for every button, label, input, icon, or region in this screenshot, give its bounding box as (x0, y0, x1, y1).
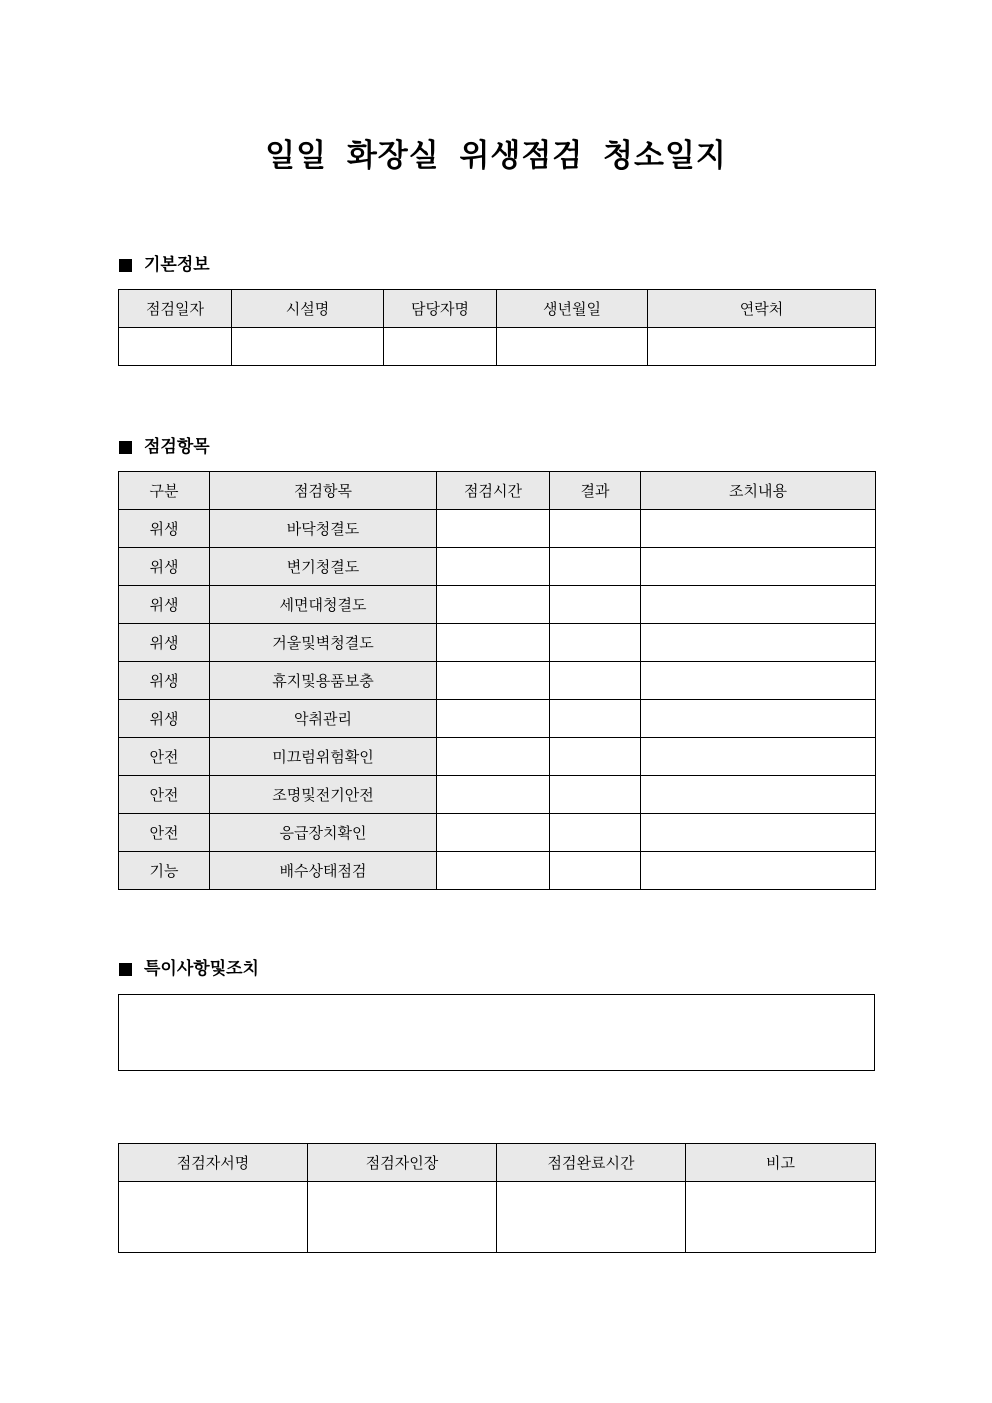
table-row (119, 814, 876, 852)
section-heading-notes (119, 957, 259, 981)
table-row (119, 700, 876, 738)
column-header-inspector-seal: 점검자인장 (308, 1144, 497, 1182)
category-cell: 위생 (119, 548, 210, 586)
result-field[interactable] (550, 700, 641, 738)
item-cell: 거울및벽청결도 (210, 624, 437, 662)
basic-info-table (118, 289, 876, 366)
action-field[interactable] (641, 548, 876, 586)
time-field[interactable] (437, 548, 550, 586)
time-field[interactable] (437, 700, 550, 738)
column-header-birthdate: 생년월일 (497, 290, 648, 328)
table-row (119, 776, 876, 814)
table-row (119, 624, 876, 662)
table-header-row (119, 290, 876, 328)
time-field[interactable] (437, 624, 550, 662)
inspector-seal-field[interactable] (308, 1182, 497, 1253)
item-cell: 세면대청결도 (210, 586, 437, 624)
table-header-row (119, 1144, 876, 1182)
result-field[interactable] (550, 852, 641, 890)
column-header-contact: 연락처 (648, 290, 876, 328)
action-field[interactable] (641, 700, 876, 738)
table-row (119, 1182, 876, 1253)
category-cell: 위생 (119, 662, 210, 700)
signature-table (118, 1143, 876, 1253)
action-field[interactable] (641, 852, 876, 890)
item-cell: 변기청결도 (210, 548, 437, 586)
time-field[interactable] (437, 586, 550, 624)
table-row (119, 738, 876, 776)
square-bullet-icon (119, 259, 132, 272)
result-field[interactable] (550, 510, 641, 548)
item-cell: 미끄럼위험확인 (210, 738, 437, 776)
category-cell: 안전 (119, 738, 210, 776)
document-title: 일일 화장실 위생점검 청소일지 (265, 138, 727, 174)
column-header-date: 점검일자 (119, 290, 232, 328)
column-header-result: 결과 (550, 472, 641, 510)
result-field[interactable] (550, 586, 641, 624)
section-heading-label: 기본정보 (144, 255, 210, 275)
item-cell: 바닥청결도 (210, 510, 437, 548)
section-heading-label: 특이사항및조치 (144, 959, 259, 979)
contact-field[interactable] (648, 328, 876, 366)
category-cell: 위생 (119, 510, 210, 548)
item-cell: 조명및전기안전 (210, 776, 437, 814)
category-cell: 기능 (119, 852, 210, 890)
column-header-item: 점검항목 (210, 472, 437, 510)
square-bullet-icon (119, 441, 132, 454)
facility-field[interactable] (232, 328, 384, 366)
action-field[interactable] (641, 624, 876, 662)
table-row (119, 548, 876, 586)
column-header-remarks: 비고 (686, 1144, 876, 1182)
inspector-signature-field[interactable] (119, 1182, 308, 1253)
result-field[interactable] (550, 662, 641, 700)
time-field[interactable] (437, 814, 550, 852)
column-header-manager: 담당자명 (384, 290, 497, 328)
column-header-time: 점검시간 (437, 472, 550, 510)
action-field[interactable] (641, 510, 876, 548)
remarks-field[interactable] (686, 1182, 876, 1253)
column-header-category: 구분 (119, 472, 210, 510)
time-field[interactable] (437, 662, 550, 700)
section-heading-label: 점검항목 (144, 437, 210, 457)
table-row (119, 852, 876, 890)
category-cell: 안전 (119, 814, 210, 852)
category-cell: 위생 (119, 624, 210, 662)
time-field[interactable] (437, 738, 550, 776)
time-field[interactable] (437, 852, 550, 890)
table-row (119, 510, 876, 548)
table-row (119, 328, 876, 366)
item-cell: 응급장치확인 (210, 814, 437, 852)
section-heading-basic-info (119, 253, 210, 277)
result-field[interactable] (550, 814, 641, 852)
birthdate-field[interactable] (497, 328, 648, 366)
table-row (119, 662, 876, 700)
action-field[interactable] (641, 738, 876, 776)
time-field[interactable] (437, 510, 550, 548)
column-header-facility: 시설명 (232, 290, 384, 328)
completion-time-field[interactable] (497, 1182, 686, 1253)
action-field[interactable] (641, 814, 876, 852)
result-field[interactable] (550, 548, 641, 586)
square-bullet-icon (119, 963, 132, 976)
action-field[interactable] (641, 662, 876, 700)
item-cell: 휴지및용품보충 (210, 662, 437, 700)
date-field[interactable] (119, 328, 232, 366)
manager-field[interactable] (384, 328, 497, 366)
inspection-table (118, 471, 876, 890)
result-field[interactable] (550, 776, 641, 814)
column-header-inspector-signature: 점검자서명 (119, 1144, 308, 1182)
table-row (119, 586, 876, 624)
section-heading-inspection (119, 435, 210, 459)
action-field[interactable] (641, 586, 876, 624)
action-field[interactable] (641, 776, 876, 814)
item-cell: 배수상태점검 (210, 852, 437, 890)
column-header-action: 조치내용 (641, 472, 876, 510)
notes-field[interactable] (118, 994, 875, 1071)
result-field[interactable] (550, 624, 641, 662)
column-header-completion-time: 점검완료시간 (497, 1144, 686, 1182)
category-cell: 위생 (119, 700, 210, 738)
item-cell: 악취관리 (210, 700, 437, 738)
table-header-row (119, 472, 876, 510)
category-cell: 안전 (119, 776, 210, 814)
result-field[interactable] (550, 738, 641, 776)
category-cell: 위생 (119, 586, 210, 624)
time-field[interactable] (437, 776, 550, 814)
